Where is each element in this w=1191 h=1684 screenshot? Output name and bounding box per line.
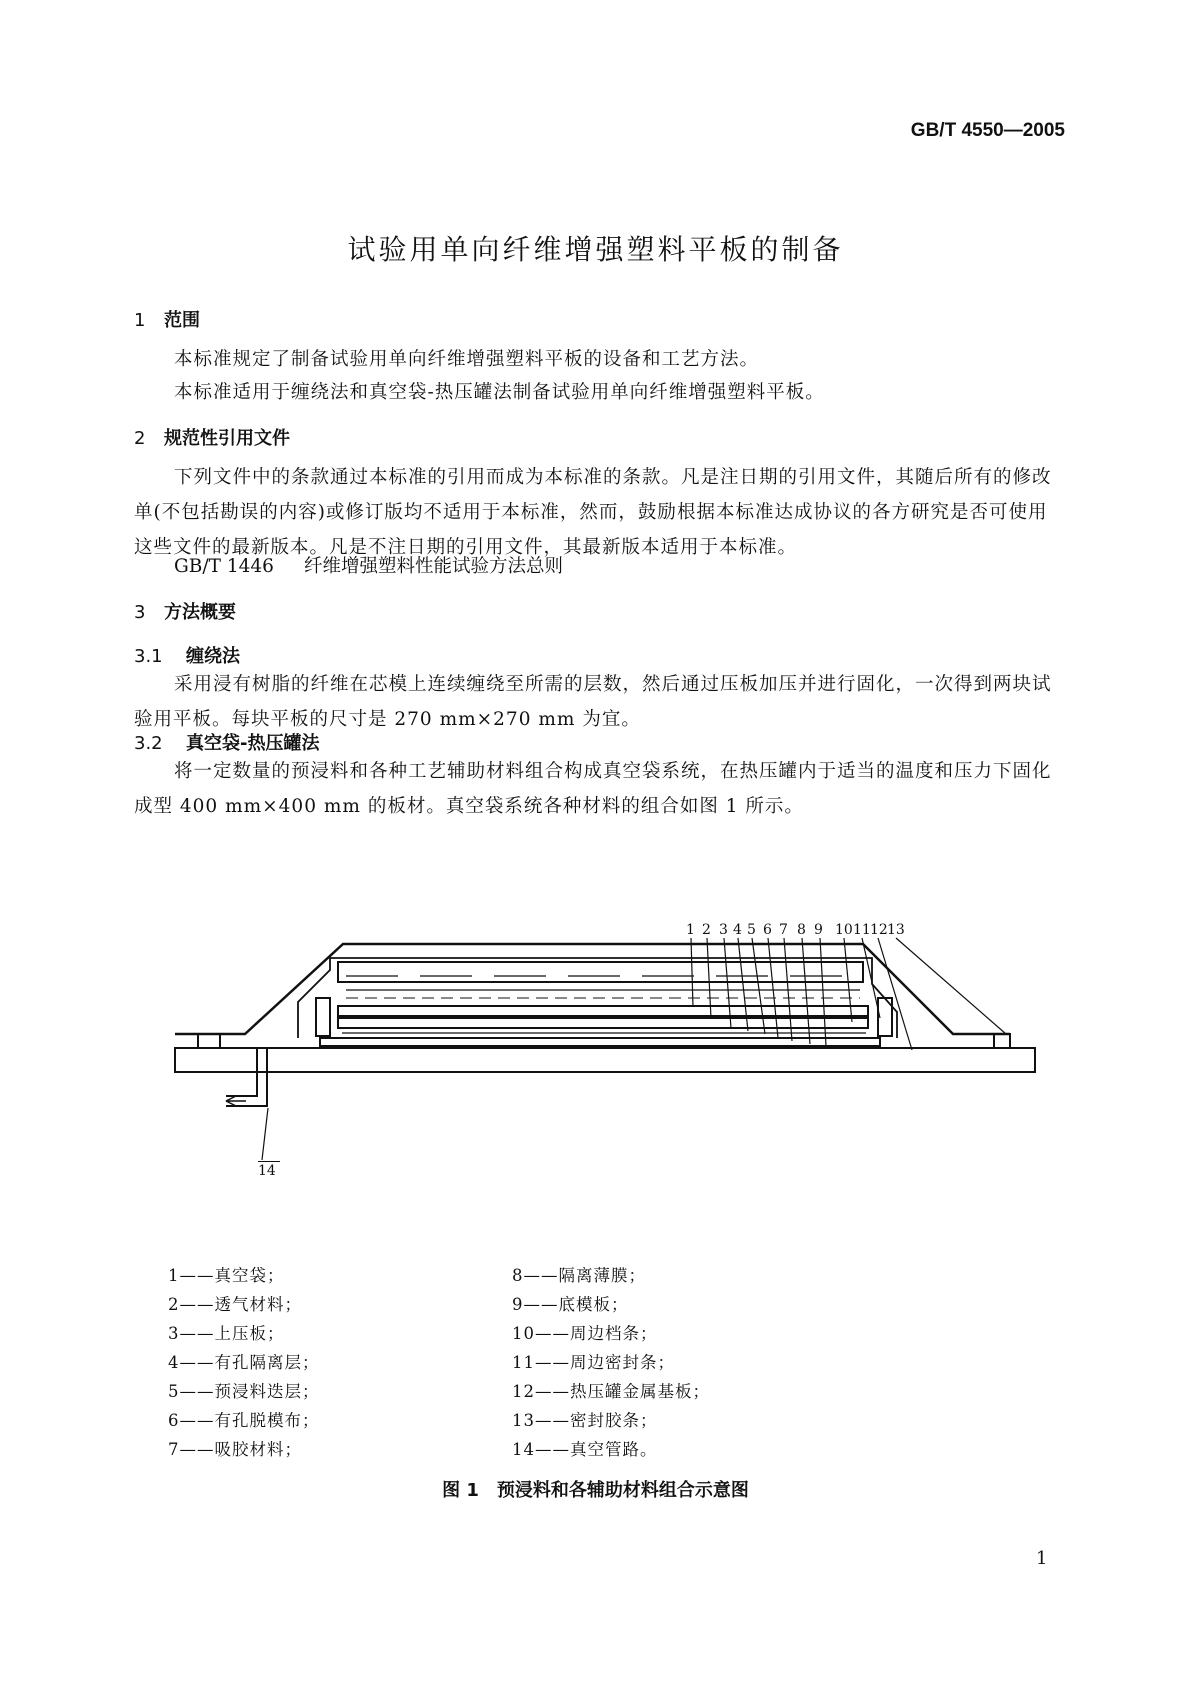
legend-item: 12——热压罐金属基板；	[512, 1382, 710, 1401]
section-title: 缠绕法	[186, 646, 240, 667]
section-number: 1	[134, 310, 146, 331]
document-title: 试验用单向纤维增强塑料平板的制备	[347, 233, 844, 266]
callout-2: 2	[702, 922, 711, 938]
page-number: 1	[1036, 1548, 1048, 1569]
section-number: 3.2	[134, 733, 163, 754]
section-3-1-para: 采用浸有树脂的纤维在芯模上连续缠绕至所需的层数，然后通过压板加压并进行固化，一次得到两块试验用平板。每块平板的尺寸是 270 mm×270 mm 为宜。	[134, 674, 1052, 730]
callout-11: 11	[853, 922, 871, 938]
callout-13: 13	[887, 922, 905, 938]
legend-item: 2——透气材料；	[168, 1295, 302, 1314]
section-2-para: 下列文件中的条款通过本标准的引用而成为本标准的条款。凡是注日期的引用文件，其随后所有的修改单(不包括勘误的内容)或修订版均不适用于本标准，然而，鼓励根据本标准达成协议的各方研究是否可使用这些文件的最新版本。凡是不注日期的引用文件，其最新版本适用于本标准。	[134, 467, 1052, 558]
legend-item: 9——底模板；	[512, 1295, 629, 1314]
left-block	[198, 1034, 220, 1048]
callout-7: 7	[779, 922, 788, 938]
section-title: 范围	[164, 310, 200, 331]
legend-left	[168, 1262, 320, 1465]
autoclave-base-plate	[175, 1048, 1035, 1072]
legend-item: 8——隔离薄膜；	[512, 1266, 646, 1285]
section-title: 规范性引用文件	[164, 428, 290, 449]
bottom-mould-plate	[320, 1038, 880, 1046]
upper-press-plate	[338, 962, 863, 982]
callout-6: 6	[763, 922, 772, 938]
legend-item: 11——周边密封条；	[512, 1353, 675, 1372]
callout-10: 10	[835, 922, 853, 938]
reference-name: 纤维增强塑料性能试验方法总则	[304, 556, 564, 577]
sealant-strip-block	[994, 1034, 1010, 1048]
legend-item: 1——真空袋；	[168, 1266, 285, 1285]
legend-item: 10——周边档条；	[512, 1324, 658, 1343]
section-1-para-1: 本标准规定了制备试验用单向纤维增强塑料平板的设备和工艺方法。	[174, 349, 760, 370]
legend-item: 4——有孔隔离层；	[168, 1353, 320, 1372]
callout-4: 4	[733, 922, 742, 938]
prepreg-laminate-2	[338, 1018, 868, 1028]
section-1-para-2: 本标准适用于缠绕法和真空袋-热压罐法制备试验用单向纤维增强塑料平板。	[174, 382, 825, 403]
legend-item: 13——密封胶条；	[512, 1411, 658, 1430]
section-number: 2	[134, 428, 146, 449]
vacuum-flow-arrow	[226, 1096, 246, 1106]
prepreg-laminate	[338, 1006, 868, 1016]
section-3-2-para: 将一定数量的预浸料和各种工艺辅助材料组合构成真空袋系统，在热压罐内于适当的温度和压力下固化成型 400 mm×400 mm 的板材。真空袋系统各种材料的组合如图 1 所示。	[134, 761, 1052, 817]
perimeter-dam-left	[316, 998, 330, 1036]
standard-code: GB/T 4550—2005	[910, 120, 1065, 141]
callout-8: 8	[797, 922, 806, 938]
section-number: 3	[134, 602, 146, 623]
callout-14: 14	[258, 1161, 280, 1179]
legend-right	[512, 1262, 710, 1465]
section-title: 真空袋-热压罐法	[186, 733, 320, 754]
reference-code: GB/T 1446	[174, 556, 274, 577]
callout-12: 12	[870, 922, 888, 938]
callout-1: 1	[686, 922, 695, 938]
legend-item: 5——预浸料迭层；	[168, 1382, 320, 1401]
callout-9: 9	[814, 922, 823, 938]
legend-item: 3——上压板；	[168, 1324, 285, 1343]
callout-5: 5	[747, 922, 756, 938]
legend-item: 7——吸胶材料；	[168, 1440, 302, 1459]
section-title: 方法概要	[164, 602, 236, 623]
section-number: 3.1	[134, 646, 163, 667]
callout-numbers	[680, 922, 920, 938]
figure-caption: 图 1 预浸料和各辅助材料组合示意图	[442, 1480, 749, 1501]
legend-item: 14——真空管路。	[512, 1440, 658, 1459]
legend-item: 6——有孔脱模布；	[168, 1411, 320, 1430]
callout-3: 3	[719, 922, 728, 938]
